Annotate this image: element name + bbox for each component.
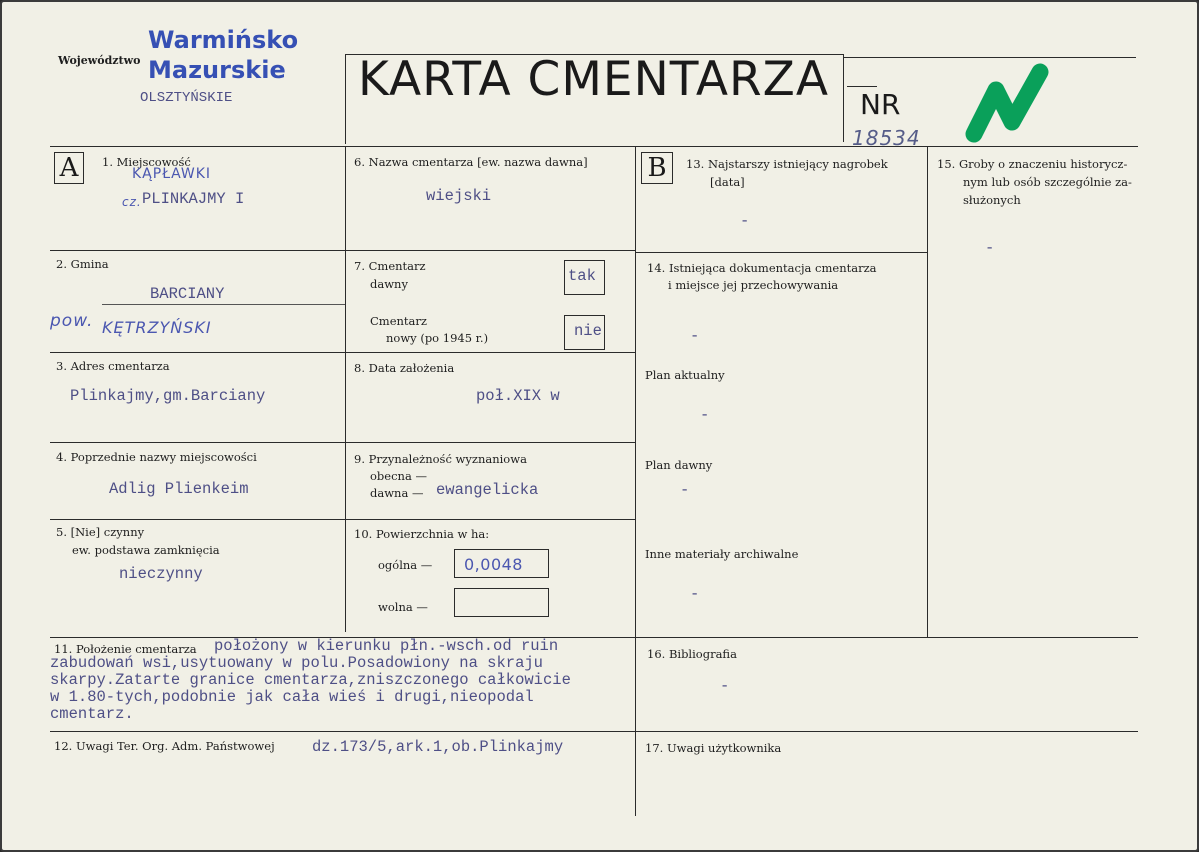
field-11-line-2: zabudowań wsi,usytuowany w polu.Posadowiony na skraju (50, 654, 543, 672)
field-7-dawny-label: dawny (370, 277, 408, 291)
field-2-pow-label: pow. (50, 311, 94, 331)
field-10-label: 10. Powierzchnia w ha: (354, 527, 490, 541)
rule (50, 146, 1138, 147)
field-11-label: 11. Położenie cmentarza (54, 642, 197, 656)
rule (843, 54, 844, 142)
plan-dawny-label: Plan dawny (645, 458, 713, 472)
field-8-label: 8. Data założenia (354, 361, 455, 375)
rule (635, 252, 927, 253)
field-2-value: BARCIANY (150, 285, 225, 303)
rule (50, 250, 635, 251)
old-province-name: OLSZTYŃSKIE (140, 90, 233, 106)
field-8-value: poł.XIX w (476, 387, 560, 405)
rule (50, 442, 635, 443)
rule (345, 54, 346, 144)
field-4-label: 4. Poprzednie nazwy miejscowości (56, 450, 257, 464)
rule (50, 352, 635, 353)
rule (843, 57, 1136, 58)
field-11-line-3: skarpy.Zatarte granice cmentarza,zniszczonego całkowicie (50, 671, 571, 689)
inne-materialy-label: Inne materiały archiwalne (645, 547, 799, 561)
field-3-label: 3. Adres cmentarza (56, 359, 170, 373)
field-5-label: 5. [Nie] czynny (56, 525, 145, 539)
field-3-value: Plinkajmy,gm.Barciany (70, 387, 266, 405)
field-13-value: - (740, 212, 750, 230)
field-9-dawna-label: dawna — (370, 486, 424, 500)
field-11-line-1: położony w kierunku płn.-wsch.od ruin (214, 637, 559, 655)
field-13-sublabel: [data] (710, 175, 745, 189)
rule (102, 304, 345, 305)
field-2-pow-value: KĘTRZYŃSKI (102, 318, 212, 337)
province-stamp-line1: Warmińsko (148, 26, 299, 54)
field-9-obecna-label: obecna — (370, 469, 427, 483)
field-15-value: - (985, 239, 995, 257)
field-5-value: nieczynny (119, 565, 203, 583)
plan-aktualny-value: - (700, 406, 710, 424)
rule (345, 146, 346, 632)
section-a-letter: A (54, 152, 84, 184)
field-15-sublabel-2: służonych (963, 193, 1021, 207)
field-7-label-2: Cmentarz (370, 314, 427, 328)
field-7-nowy-value: nie (574, 322, 602, 340)
field-1-label: 1. Miejscowość (102, 155, 191, 169)
field-11-line-5: cmentarz. (50, 705, 134, 723)
field-17-label: 17. Uwagi użytkownika (645, 741, 782, 755)
nr-label: NR (860, 88, 901, 121)
field-10-wolna-label: wolna — (378, 600, 428, 614)
field-6-label: 6. Nazwa cmentarza [ew. nazwa dawna] (354, 155, 588, 169)
field-9-value: ewangelicka (436, 481, 539, 499)
rule (50, 519, 635, 520)
field-16-value: - (720, 677, 730, 695)
field-16-label: 16. Bibliografia (647, 647, 737, 661)
field-14-label: 14. Istniejąca dokumentacja cmentarza (647, 261, 877, 275)
card-title: KARTA CMENTARZA (358, 52, 829, 107)
wojewodztwo-label: Województwo (58, 54, 141, 67)
rule (50, 731, 1138, 732)
field-15-sublabel: nym lub osób szczególnie za- (963, 175, 1132, 189)
plan-aktualny-label: Plan aktualny (645, 368, 725, 382)
field-1-handwritten-name: KĄPŁAWKI (132, 166, 212, 182)
field-1-value: PLINKAJMY I (142, 190, 245, 208)
green-marker-n-icon (952, 60, 1062, 145)
field-13-label: 13. Najstarszy istniejący nagrobek (686, 157, 888, 171)
field-12-value: dz.173/5,ark.1,ob.Plinkajmy (312, 738, 564, 756)
nr-handwritten: 18534 (852, 126, 921, 150)
field-14-value: - (690, 327, 700, 345)
field-4-value: Adlig Plienkeim (109, 480, 249, 498)
field-6-value: wiejski (426, 187, 492, 205)
field-11-line-4: w 1.80-tych,podobnie jak cała wieś i drugi,nieopodal (50, 688, 534, 706)
field-10-ogolna-label: ogólna — (378, 558, 433, 572)
field-10-ogolna-value: 0,0048 (464, 555, 523, 574)
plan-dawny-value: - (680, 481, 690, 499)
field-7-label: 7. Cmentarz (354, 259, 426, 273)
rule (847, 86, 877, 87)
field-7-nowy-label: nowy (po 1945 r.) (386, 331, 489, 345)
rule (635, 146, 636, 816)
field-12-label: 12. Uwagi Ter. Org. Adm. Państwowej (54, 739, 275, 753)
field-2-label: 2. Gmina (56, 257, 109, 271)
rule (345, 54, 843, 55)
province-stamp-line2: Mazurskie (148, 56, 286, 84)
rule (927, 146, 928, 638)
field-14-sublabel: i miejsce jej przechowywania (668, 278, 839, 292)
field-10-wolna-box (454, 588, 549, 617)
field-5-sublabel: ew. podstawa zamknięcia (72, 543, 220, 557)
field-15-label: 15. Groby o znaczeniu historycz- (937, 157, 1128, 171)
field-7-dawny-value: tak (568, 267, 596, 285)
field-1-prefix: cz. (122, 195, 142, 209)
field-9-label: 9. Przynależność wyznaniowa (354, 452, 527, 466)
inne-materialy-value: - (690, 585, 700, 603)
section-b-letter: B (641, 152, 673, 184)
